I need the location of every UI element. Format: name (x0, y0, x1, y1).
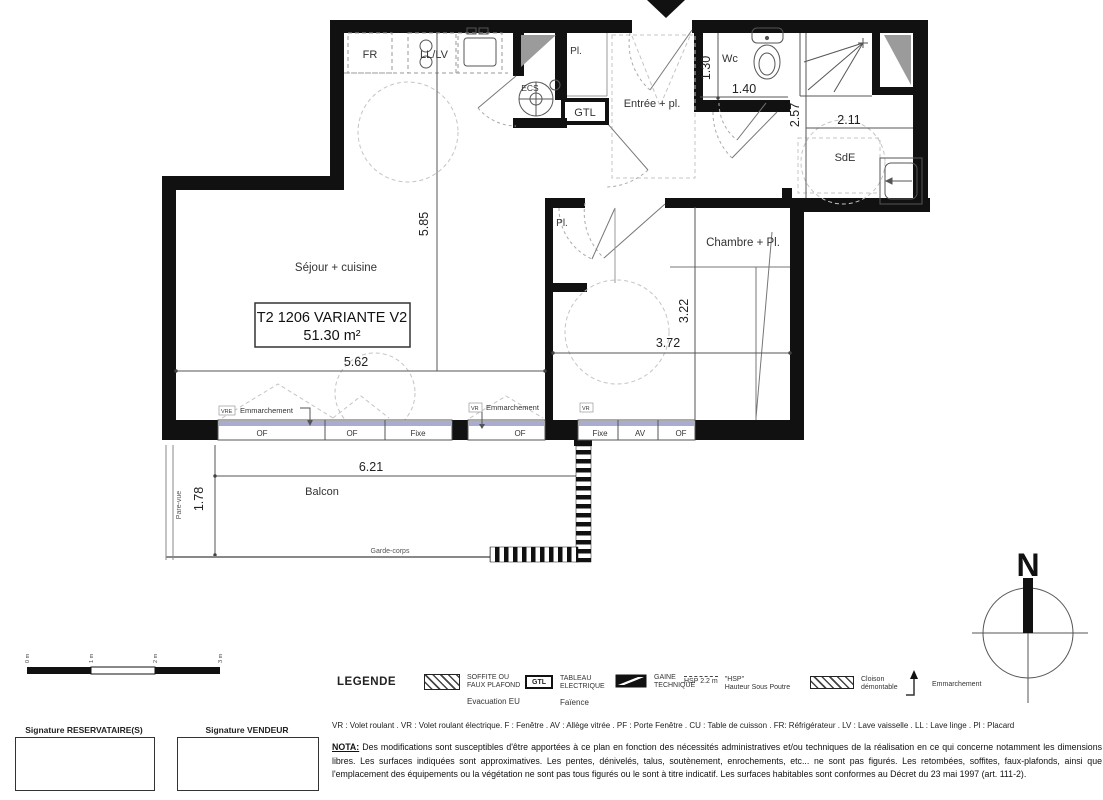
window2-emmarchement-label: Emmarchement (486, 403, 539, 412)
turning-circle-chambre (565, 280, 669, 384)
washer-label: LL/LV (420, 49, 448, 61)
legend-item-soffite (424, 674, 520, 706)
entrance-marker-triangle (647, 0, 685, 18)
cloison-demontable-v (576, 446, 591, 562)
gtl-swatch-icon: GTL (525, 675, 553, 689)
emmarchement-legend-label: Emmarchement (932, 681, 982, 688)
north-compass (972, 547, 1088, 703)
shower-ray (808, 43, 863, 90)
dim-sejour-height: 5.85 (417, 211, 431, 237)
gaine-label1: GAINE (654, 674, 676, 681)
sde-door-arc (713, 112, 732, 158)
abbreviations-line: VR : Volet roulant . VR : Volet roulant électrique. F : Fenêtre . AV : Allège vitrée . PF : Porte Fenêtre . CU : Table de cuisson . FR: Réfrigérateur . LV : Lave vaisselle . LL : Lave linge . Pl : Placard (332, 721, 1015, 730)
legend-item-hsp (684, 676, 790, 692)
legend-item-emmarchement (903, 668, 981, 696)
entrance-door-leaf (650, 30, 692, 90)
dashed-guides (222, 33, 885, 433)
dim-wc-height: 1.30 (699, 55, 713, 81)
legend-title: LEGENDE (337, 676, 397, 688)
garde-corps-label: Garde-corps (370, 548, 410, 555)
sejour-door-arc (607, 170, 648, 187)
window3-pane1-label: Fixe (592, 429, 608, 438)
plan-title: T2 1206 VARIANTE V2 (256, 310, 408, 326)
placard-chambre-label: Pl. (556, 218, 568, 229)
gaine-triangle-right (884, 35, 911, 85)
scale-tick-1: 1 m (89, 653, 95, 663)
pare-vue-label: Pare-vue (176, 490, 183, 520)
dim-sde-width: 2.11 (837, 113, 861, 127)
scale-tick-0: 0 m (25, 653, 31, 663)
soffite-label1: SOFFITE OU (467, 674, 509, 681)
dim-chambre-height: 3.22 (677, 298, 691, 324)
chambre-label: Chambre + Pl. (706, 237, 780, 249)
scale-bar (25, 653, 224, 674)
step-arrow-icon (903, 668, 925, 696)
soffite-label2: FAUX PLAFOND (467, 682, 521, 689)
kitchen-sink-icon (464, 38, 496, 66)
dim-balcon-width: 6.21 (358, 460, 384, 474)
window2-pane1-label: OF (514, 429, 526, 438)
window1-pane2-label: OF (346, 429, 358, 438)
tableau-label2: ELECTRIQUE (560, 683, 605, 690)
shower-ray3 (804, 43, 863, 62)
gaine-triangle-ecs (521, 35, 556, 67)
nota-text: Des modifications sont susceptibles d'être apportées à ce plan en fonction des nécessités administratives et/ou techniques de la réalisation en ce qui concerne notamment les dimensions libres. Les surfaces indiquées sont approximatives. Les pentes, dénivelés, talus, soutènement, enrochements, etc... ne sont pas figurés. Les retombées, soffites, faux-plafonds, ainsi que l'emplacement des équipements ou la végétation ne sont pas tous figurés ou le sont à titre indicatif. Les surfaces habitables sont conformes au Décret du 23 mai 1997 (art. 111-2). (332, 742, 1102, 780)
window3-pane3-label: OF (675, 429, 687, 438)
tableau-label1: TABLEAU (560, 675, 592, 682)
sde-label: SdE (834, 152, 856, 164)
signature-reservataire-box (15, 737, 155, 791)
toilet-bowl-icon (754, 45, 780, 79)
evacuation-label: Evacuation EU (467, 697, 520, 706)
window1-emmarchement-label: Emmarchement (240, 406, 293, 415)
gtl-label: GTL (574, 107, 596, 119)
signature-reservataire-label: Signature RESERVATAIRE(S) (25, 725, 143, 735)
gaine-label2: TECHNIQUE (654, 682, 696, 689)
window3-pane2-label: AV (634, 429, 646, 438)
window1-pane1-label: OF (256, 429, 268, 438)
fridge-label: FR (362, 49, 378, 61)
sejour-label: Séjour + cuisine (294, 262, 378, 274)
wc-label: Wc (722, 53, 738, 65)
ecs-door-arc (478, 108, 516, 126)
window1-pane3-label: Fixe (410, 429, 426, 438)
title-box (255, 303, 410, 347)
faience-label: Faïence (560, 698, 589, 707)
window3-shutter-tag: VR (582, 406, 590, 412)
signature-vendeur-label: Signature VENDEUR (205, 725, 289, 735)
shower-ray2 (834, 43, 863, 92)
hsp-label2: Hauteur Sous Poutre (724, 684, 791, 691)
turning-circle-sejour (358, 82, 458, 182)
entrance-door-arc (629, 33, 650, 90)
soffite-swatch-icon (424, 674, 460, 690)
signature-vendeur-box (177, 737, 319, 791)
placard-door-arc (559, 208, 592, 259)
plan-area: 51.30 m² (303, 328, 361, 344)
dim-sde-height: 2.57 (788, 102, 802, 128)
dim-wc-width: 1.40 (731, 82, 757, 96)
ecs-door-leaf (478, 76, 516, 108)
dim-balcon-depth: 1.78 (192, 486, 206, 512)
sde-door-leaf (732, 112, 777, 158)
legend-item-cloison (810, 676, 898, 692)
scale-tick-3: 3 m (218, 653, 224, 663)
legend-item-tableau (525, 675, 605, 707)
window2-shutter-tag: VR (471, 406, 479, 412)
cloison-demontable-h (490, 547, 578, 562)
hsp-label1: "HSP" (724, 676, 745, 683)
window1-shutter-tag: VRE (221, 409, 233, 415)
balcon-label: Balcon (305, 486, 339, 498)
dim-sejour-width: 5.62 (343, 355, 369, 369)
sejour-door-leaf (607, 123, 648, 170)
nota-label: NOTA: (332, 742, 360, 752)
entree-label: Entrée + pl. (623, 98, 681, 110)
cloison-label2: démontable (861, 684, 898, 691)
hsp-swatch-text: HSP 2.2 m (684, 678, 718, 685)
dim-chambre-width: 3.72 (655, 336, 681, 350)
north-label: N (1016, 547, 1040, 583)
cloison-label1: Cloison (861, 676, 885, 683)
cloison-swatch-icon (810, 676, 854, 689)
placard-entree-label: Pl. (570, 46, 582, 57)
chambre-door-arc (584, 203, 604, 258)
gaine-swatch-icon (615, 674, 647, 688)
wardrobe-chambre (670, 232, 790, 420)
scale-tick-2: 2 m (153, 653, 159, 663)
nota-paragraph (332, 741, 1102, 782)
soffite-sde (798, 138, 880, 193)
ecs-label: ECS (521, 83, 539, 93)
